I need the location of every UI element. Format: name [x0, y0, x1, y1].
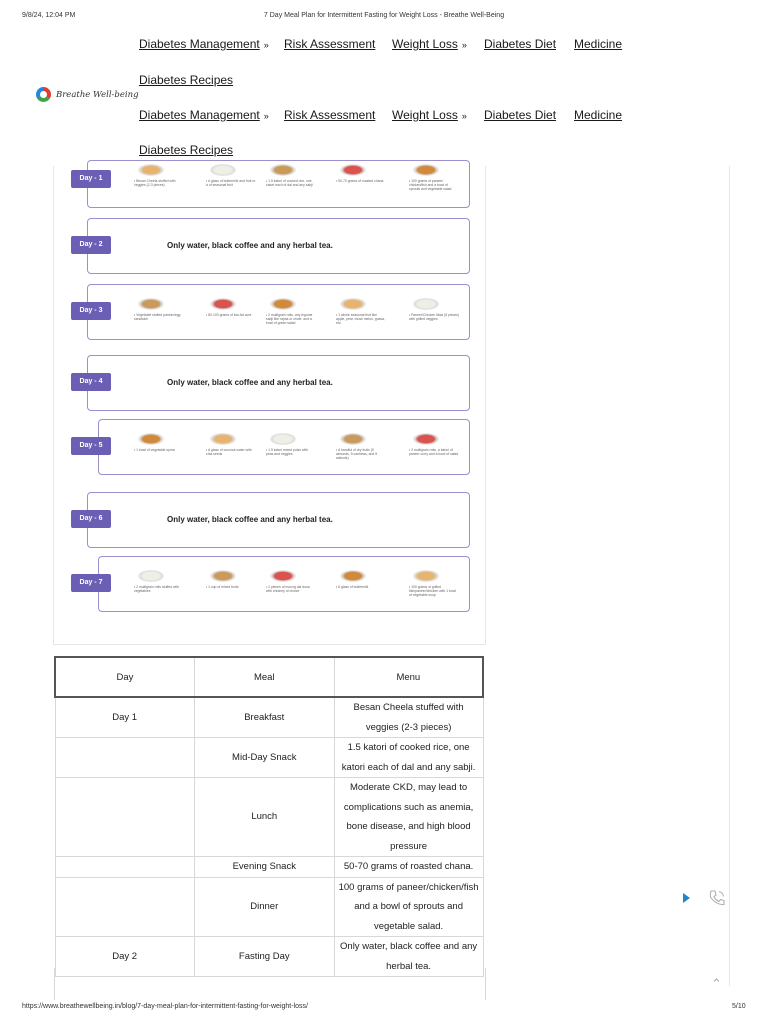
- food-image-icon: [270, 570, 296, 582]
- table-row: [55, 738, 483, 778]
- nav-medicine[interactable]: Medicine: [574, 37, 623, 51]
- food-image-icon: [413, 433, 439, 445]
- food-image-icon: [270, 164, 296, 176]
- meal-caption: • 100 grams of paneer/ chicken/fish and a bowl of sprouts and vegetable salad: [409, 179, 452, 191]
- day-badge: Day - 6: [71, 510, 111, 528]
- cell-meal: Fasting Day: [194, 937, 334, 977]
- cell-day: Day 2: [55, 937, 194, 977]
- meal-caption: • 1.5 katori of cooked rice, one katori each of dal and any sabji: [266, 179, 313, 187]
- meal-caption: • 100 grams of grilled fish/paneer/chicken with 1 bowl of vegetable soup: [409, 585, 456, 597]
- day-badge: Day - 3: [71, 302, 111, 320]
- meal-item: [409, 164, 459, 191]
- print-footer-url: https://www.breathewellbeing.in/blog/7-day-meal-plan-for-intermittent-fasting-for-weight-loss/: [22, 1003, 308, 1010]
- meal-plan-infographic: [53, 166, 486, 645]
- meal-item: [266, 433, 316, 456]
- fasting-day-message: Only water, black coffee and any herbal tea.: [167, 515, 333, 524]
- chevron-right-icon: »: [461, 111, 467, 121]
- food-image-icon: [138, 164, 164, 176]
- meal-item: [134, 433, 184, 452]
- nav-label: Diabetes Management: [139, 108, 260, 122]
- table-row: [55, 857, 483, 878]
- day-row: [54, 419, 485, 475]
- chevron-right-icon: »: [461, 40, 467, 50]
- meal-caption: • A handful of dry fruits (5 almonds, 5 cashews, and 5 walnuts): [336, 448, 378, 460]
- day-badge: Day - 5: [71, 437, 111, 455]
- chevron-right-icon: »: [263, 40, 269, 50]
- cell-menu: 50-70 grams of roasted chana.: [334, 857, 483, 878]
- food-image-icon: [340, 570, 366, 582]
- meal-caption: • 2 multigrain rotis, a katori of paneer curry and a bowl of salad: [409, 448, 459, 456]
- day-row: [54, 556, 485, 612]
- chevron-up-icon[interactable]: ⌃: [711, 976, 722, 991]
- print-datetime: 9/8/24, 12:04 PM: [22, 12, 76, 19]
- fasting-day-message: Only water, black coffee and any herbal tea.: [167, 378, 333, 387]
- meal-caption: • A glass of buttermilk: [336, 585, 369, 589]
- day-badge: Day - 7: [71, 574, 111, 592]
- food-image-icon: [138, 570, 164, 582]
- nav-label: Diabetes Management: [139, 37, 260, 51]
- nav-diabetes-recipes[interactable]: Diabetes Recipes: [139, 73, 234, 87]
- cell-meal: Breakfast: [194, 697, 334, 738]
- meal-item: [409, 298, 459, 321]
- day-row: [54, 355, 485, 411]
- meal-item: [134, 570, 184, 593]
- meal-caption: • Paneer/Chicken tikka (5 pieces) with grilled veggies: [409, 313, 459, 321]
- meal-caption: • A glass of coconut water with chia seeds: [206, 448, 252, 456]
- food-image-icon: [270, 298, 296, 310]
- meal-item: [206, 570, 256, 589]
- food-image-icon: [138, 298, 164, 310]
- meal-caption: • Vegetable stuffed paneer/egg sandwich: [134, 313, 181, 321]
- cell-meal: Mid-Day Snack: [194, 738, 334, 778]
- meal-caption: • 1 bowl of vegetable upma: [134, 448, 175, 452]
- nav-diabetes-diet[interactable]: Diabetes Diet: [484, 108, 557, 122]
- cell-menu: 100 grams of paneer/chicken/fish and a bowl of sprouts and vegetable salad.: [334, 877, 483, 937]
- meal-item: [266, 298, 316, 325]
- cell-menu: Besan Cheela stuffed with veggies (2-3 pieces): [334, 697, 483, 738]
- food-image-icon: [340, 298, 366, 310]
- table-row: [55, 697, 483, 738]
- nav-label: Weight Loss: [392, 37, 458, 51]
- meal-caption: • 1 whole seasonal fruit like apple, pear, musk melon, guava, etc.: [336, 313, 386, 325]
- nav-weight-loss[interactable]: [392, 37, 467, 51]
- day-badge: Day - 2: [71, 236, 111, 254]
- header-menu: Menu: [334, 657, 483, 697]
- meal-item: [409, 433, 459, 456]
- cell-meal: Lunch: [194, 778, 334, 857]
- nav-diabetes-management[interactable]: [139, 37, 269, 51]
- day-row: [54, 218, 485, 274]
- cell-day: [55, 857, 194, 878]
- fasting-day-message: Only water, black coffee and any herbal tea.: [167, 241, 333, 250]
- header-meal: Meal: [194, 657, 334, 697]
- table-continuation: [54, 968, 486, 1000]
- cell-day: [55, 778, 194, 857]
- meal-item: [336, 164, 386, 183]
- play-arrow-icon[interactable]: [683, 893, 690, 903]
- meal-item: [336, 570, 386, 589]
- logo-text: Breathe Well-being: [56, 89, 139, 100]
- meal-caption: • 2 multigrain rotis stuffed with vegetables: [134, 585, 180, 593]
- meal-item: [336, 433, 386, 460]
- meal-item: [134, 298, 184, 321]
- meal-caption: • Besan Cheela stuffed with veggies (2-3 pieces): [134, 179, 176, 187]
- day-badge: Day - 1: [71, 170, 111, 188]
- cell-menu: Only water, black coffee and any herbal tea.: [334, 937, 483, 977]
- meal-caption: • 2 pieces of moong dal dosa with chutney of choice: [266, 585, 310, 593]
- nav-diabetes-management[interactable]: [139, 108, 269, 122]
- meal-plan-table: [54, 656, 484, 977]
- nav-weight-loss[interactable]: [392, 108, 467, 122]
- phone-icon[interactable]: [707, 888, 727, 908]
- meal-caption: • A glass of buttermilk and fruit or a of seasonal fruit: [206, 179, 256, 187]
- meal-item: [409, 570, 459, 597]
- food-image-icon: [210, 570, 236, 582]
- cell-day: [55, 738, 194, 778]
- sidebar-divider: [729, 166, 730, 986]
- food-image-icon: [413, 164, 439, 176]
- print-page-number: 5/10: [732, 1003, 746, 1010]
- food-image-icon: [413, 570, 439, 582]
- nav-medicine[interactable]: Medicine: [574, 108, 623, 122]
- meal-item: [206, 433, 256, 456]
- cell-day: [55, 877, 194, 937]
- table-header-row: [55, 657, 483, 697]
- print-page-title: 7 Day Meal Plan for Intermittent Fasting for Weight Loss - Breathe Well-Being: [263, 12, 505, 19]
- nav-risk-assessment[interactable]: Risk Assessment: [284, 108, 376, 122]
- food-image-icon: [413, 298, 439, 310]
- cell-menu: Moderate CKD, may lead to complications such as anemia, bone disease, and high blood pressure: [334, 778, 483, 857]
- meal-caption: • 50-70 grams of roasted chana: [336, 179, 384, 183]
- food-image-icon: [138, 433, 164, 445]
- breathe-wellbeing-logo-icon: [36, 87, 51, 102]
- meal-item: [266, 164, 316, 187]
- day-badge: Day - 4: [71, 373, 111, 391]
- meal-caption: • 1 cup of mixed fruits: [206, 585, 239, 589]
- meal-item: [336, 298, 386, 325]
- cell-meal: Evening Snack: [194, 857, 334, 878]
- food-image-icon: [210, 164, 236, 176]
- chevron-right-icon: »: [263, 111, 269, 121]
- meal-item: [134, 164, 184, 187]
- day-row: [54, 492, 485, 548]
- site-logo[interactable]: [36, 87, 139, 102]
- meal-caption: • 1.5 katori mixed pulse with peas and veggies: [266, 448, 309, 456]
- table-row: [55, 778, 483, 857]
- food-image-icon: [340, 433, 366, 445]
- cell-meal: Dinner: [194, 877, 334, 937]
- header-day: Day: [55, 657, 194, 697]
- food-image-icon: [270, 433, 296, 445]
- nav-diabetes-recipes[interactable]: Diabetes Recipes: [139, 143, 234, 157]
- day-row: [54, 166, 485, 222]
- cell-menu: 1.5 katori of cooked rice, one katori each of dal and any sabji.: [334, 738, 483, 778]
- nav-label: Weight Loss: [392, 108, 458, 122]
- meal-item: [206, 164, 256, 187]
- meal-caption: • 80-100 grams of low-fat curd: [206, 313, 252, 317]
- meal-caption: • 2 multigrain rotis, any legume sabji like rajma or chole, and a bowl of green salad: [266, 313, 313, 325]
- food-image-icon: [210, 298, 236, 310]
- food-image-icon: [340, 164, 366, 176]
- day-row: [54, 284, 485, 340]
- nav-risk-assessment[interactable]: Risk Assessment: [284, 37, 376, 51]
- meal-item: [206, 298, 256, 317]
- table-row: [55, 877, 483, 937]
- meal-item: [266, 570, 316, 593]
- food-image-icon: [210, 433, 236, 445]
- cell-day: Day 1: [55, 697, 194, 738]
- nav-diabetes-diet[interactable]: Diabetes Diet: [484, 37, 557, 51]
